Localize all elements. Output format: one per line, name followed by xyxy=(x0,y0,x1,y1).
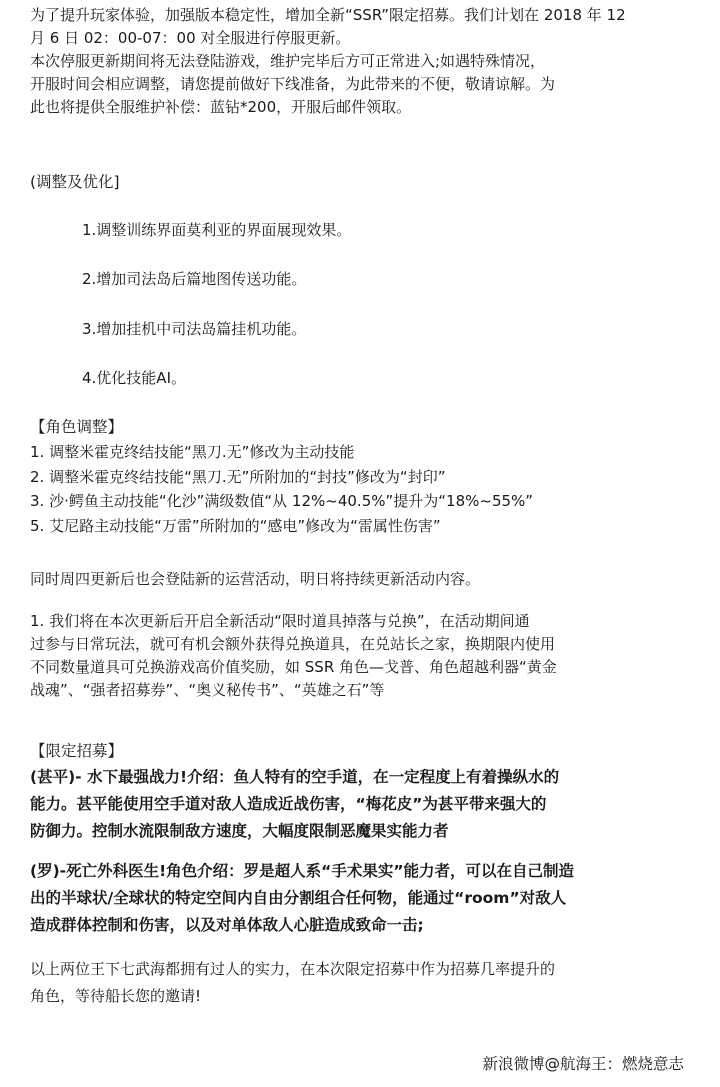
event-line: 战魂”、“强者招募券”、“奥义秘传书”、“英雄之石”等 xyxy=(30,681,385,699)
intro-line: 此也将提供全服维护补偿：蓝钻*200，开服后邮件领取。 xyxy=(30,98,412,116)
event-paragraph xyxy=(30,610,694,702)
role-item: 1. 调整米霍克终结技能“黑刀.无”修改为主动技能 xyxy=(30,443,355,461)
recruit-line: 出的半球状/全球状的特定空间内自由分割组合任何物，能通过“room”对敌人 xyxy=(30,889,567,907)
event-line: 过参与日常玩法，就可有机会额外获得兑换道具，在兑站长之家，换期限内使用 xyxy=(30,635,556,653)
adjust-item: 2.增加司法岛后篇地图传送功能。 xyxy=(82,270,307,288)
adjust-heading: (调整及优化] xyxy=(30,173,120,191)
recruit-line: (罗)-死亡外科医生!角色介绍：罗是超人系“手术果实”能力者，可以在自己制造 xyxy=(30,862,575,880)
notice-text: 同时周四更新后也会登陆新的运营活动，明日将持续更新活动内容。 xyxy=(30,570,481,588)
intro-line: 开服时间会相应调整，请您提前做好下线准备，为此带来的不便，敬请谅解。为 xyxy=(30,75,556,93)
intro-line: 本次停服更新期间将无法登陆游戏，维护完毕后方可正常进入;如遇特殊情况， xyxy=(30,52,546,70)
role-heading: 【角色调整】 xyxy=(30,418,124,436)
recruit-outro xyxy=(30,956,694,1010)
recruit-jinbe-paragraph xyxy=(30,764,694,845)
role-item: 2. 调整米霍克终结技能“黑刀.无”所附加的“封技”修改为“封印” xyxy=(30,467,446,486)
intro-line: 月 6 日 02：00-07：00 对全服进行停服更新。 xyxy=(30,29,351,47)
intro-paragraph xyxy=(30,4,694,119)
adjust-item: 3.增加挂机中司法岛篇挂机功能。 xyxy=(82,320,307,338)
outro-line: 角色，等待船长您的邀请! xyxy=(30,987,202,1005)
intro-line: 为了提升玩家体验，加强版本稳定性，增加全新“SSR”限定招募。我们计划在 2018 年 12 xyxy=(30,6,626,24)
role-item: 5. 艾尼路主动技能“万雷”所附加的“感电”修改为“雷属性伤害” xyxy=(30,516,441,535)
signature: 新浪微博@航海王：燃烧意志 xyxy=(482,1055,684,1073)
outro-line: 以上两位王下七武海都拥有过人的实力，在本次限定招募中作为招募几率提升的 xyxy=(30,960,556,978)
adjust-item: 1.调整训练界面莫利亚的界面展现效果。 xyxy=(82,221,352,239)
event-line: 1. 我们将在本次更新后开启全新活动“限时道具掉落与兑换”，在活动期间通 xyxy=(30,612,530,630)
recruit-law-paragraph xyxy=(30,858,694,939)
recruit-heading: 【限定招募】 xyxy=(30,742,124,760)
recruit-line: 能力。甚平能使用空手道对敌人造成近战伤害，“梅花皮”为甚平带来强大的 xyxy=(30,795,547,813)
role-item: 3. 沙·鳄鱼主动技能“化沙”满级数值“从 12%~40.5%”提升为“18%~55%” xyxy=(30,492,534,510)
recruit-line: 防御力。控制水流限制敌方速度，大幅度限制恶魔果实能力者 xyxy=(30,822,449,840)
recruit-line: (甚平)- 水下最强战力!介绍：鱼人特有的空手道，在一定程度上有着操纵水的 xyxy=(30,768,560,786)
event-line: 不同数量道具可兑换游戏高价值奖励，如 SSR 角色—戈普、角色超越利器“黄金 xyxy=(30,658,557,676)
recruit-line: 造成群体控制和伤害，以及对单体敌人心脏造成致命一击; xyxy=(30,916,424,934)
adjust-item: 4.优化技能AI。 xyxy=(82,369,186,387)
role-list xyxy=(30,440,694,538)
